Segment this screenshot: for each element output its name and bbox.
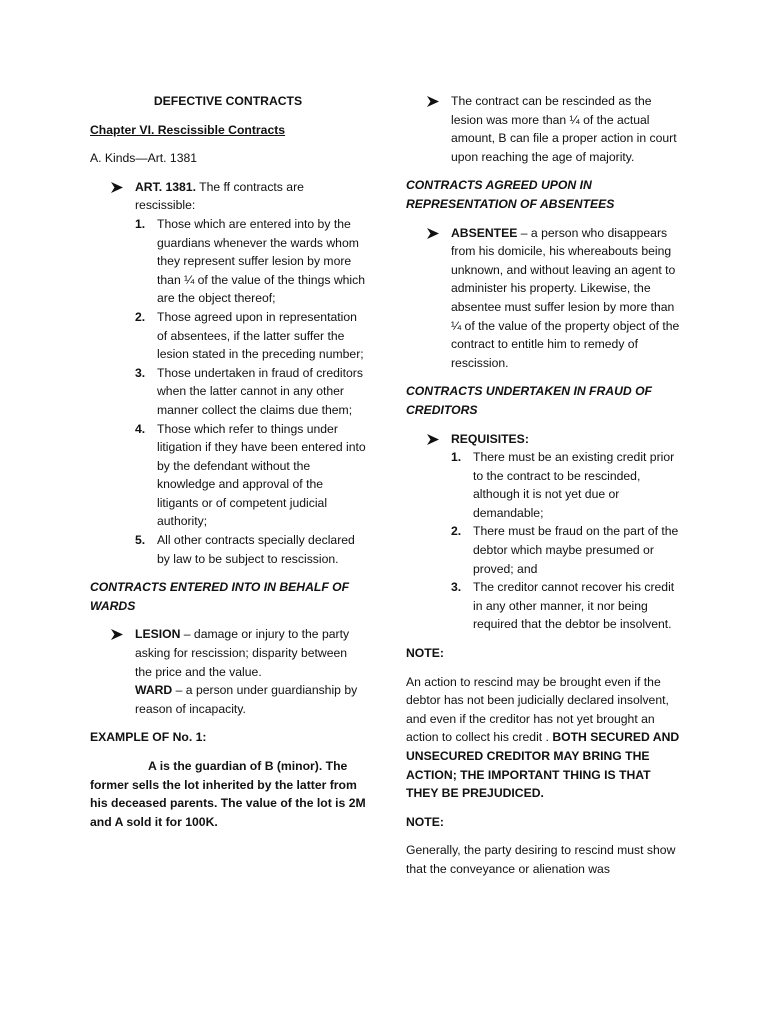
list-number: 2. [451,524,462,539]
example-heading: EXAMPLE OF No. 1: [90,730,207,745]
ward-definition [135,681,366,718]
note-label: NOTE: [406,646,444,661]
list-number: 4. [135,421,146,436]
art-1381-bullet [90,178,366,568]
list-number: 1. [451,450,462,465]
list-item [135,531,366,568]
arrow-bullet-icon [111,178,123,193]
note-emphasis: BOTH SECURED AND UNSECURED CREDITOR MAY BRING THE ACTION; THE IMPORTANT THING IS THAT THEY BE PREJUDICED. [406,730,680,801]
wards-section-heading: CONTRACTS ENTERED INTO IN BEHALF OF WARDS [90,580,350,613]
chapter-heading: Chapter VI. Rescissible Contracts [90,122,286,137]
list-item [451,448,682,522]
art-1381-text: The ff contracts are rescissible: [135,179,304,213]
list-item [135,364,366,420]
list-item [135,420,366,532]
arrow-bullet-icon [427,430,439,445]
ward-text: – a person under guardianship by reason of incapacity. [135,683,358,716]
list-item-text: The creditor cannot recover his credit in any other manner, it nor being required that the debtor be insolvent. [473,580,675,632]
note-paragraph: Generally, the party desiring to rescind must show that the conveyance or alienation was [406,843,676,876]
list-item-text: There must be fraud on the part of the debtor which maybe presumed or proved; and [473,524,679,576]
rescission-conclusion-text: The contract can be rescinded as the lesion was more than ¼ of the actual amount, B can file a proper action in court upon reaching the age of majority. [451,94,677,164]
lesion-text: – damage or injury to the party asking for rescission; disparity between the price and the value. [135,627,350,679]
list-number: 1. [135,216,146,231]
note-text: An action to rescind may be brought even if the debtor has not been judicially declared insolvent, and even if the creditor has not yet brought an action to collect his credit . [406,674,669,745]
example-text: A is the guardian of B (minor). The former sells the lot inherited by the latter from his deceased parents. The value of the lot is 2M and A sold it for 100K. [90,759,366,829]
arrow-bullet-icon [111,625,123,640]
arrow-bullet-icon [427,92,439,107]
ward-term: WARD [135,683,173,698]
document-title: DEFECTIVE CONTRACTS [153,94,303,108]
lesion-definition [135,625,366,681]
lesion-term: LESION [135,627,181,642]
requisites-label: REQUISITES: [451,431,529,446]
list-number: 3. [135,365,146,380]
list-number: 5. [135,533,146,548]
requisites-list [451,448,682,634]
fraud-section-heading: CONTRACTS UNDERTAKEN IN FRAUD OF CREDITORS [406,384,652,417]
list-item-text: Those which are entered into by the guardians whenever the wards whom they represent suffer lesion by more than ¼ of the value of the things which are the object thereof; [157,216,366,306]
list-item-text: Those agreed upon in representation of absentees, if the latter suffer the lesion stated in the preceding number; [157,309,364,362]
left-column [90,92,366,831]
list-item [135,308,366,364]
absentee-term: ABSENTEE [451,225,518,240]
kinds-heading: A. Kinds—Art. 1381 [90,151,198,166]
rescission-conclusion-bullet [406,92,682,166]
note-paragraph [406,673,682,803]
list-item-text: Those undertaken in fraud of creditors when the latter cannot in any other manner collect the claims due them; [157,365,363,417]
art-1381-intro [135,178,366,215]
absentee-text: – a person who disappears from his domicile, his whereabouts being unknown, and without leaving an agent to administer his property. Likewise, the absentee must suffer lesion by more than ¼ of the value of the property object of the contract to entitle him to remedy of rescission. [451,225,680,370]
arrow-bullet-icon [427,224,439,239]
list-item-text: All other contracts specially declared by law to be subject to rescission. [157,533,355,566]
list-number: 3. [451,580,462,595]
rescissible-list [135,215,366,568]
requisites-bullet [406,430,682,635]
list-item [451,578,682,634]
absentees-section-heading: CONTRACTS AGREED UPON IN REPRESENTATION OF ABSENTEES [406,178,615,211]
list-number: 2. [135,309,146,324]
list-item-text: There must be an existing credit prior to the contract to be rescinded, although it is not yet due or demandable; [473,450,675,520]
art-1381-label: ART. 1381. [135,179,196,194]
note-label: NOTE: [406,814,444,829]
list-item [451,522,682,578]
lesion-bullet [90,625,366,718]
list-item-text: Those which refer to things under litigation if they have been entered into by the defendant without the knowledge and approval of the litigants or of competent judicial authority; [157,421,366,529]
absentee-definition [451,224,682,373]
absentee-bullet [406,224,682,373]
list-item [135,215,366,308]
right-column [406,92,682,879]
